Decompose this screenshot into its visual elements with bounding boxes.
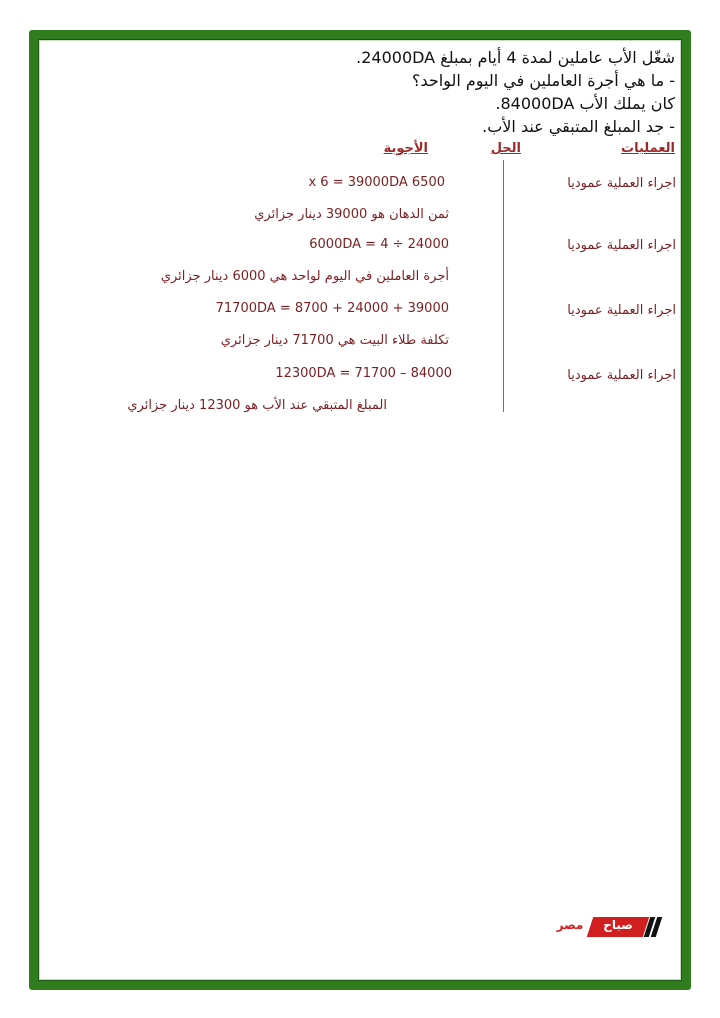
- calculation: 6500 x 6 = 39000DA: [308, 175, 445, 190]
- answer-sentence: ثمن الدهان هو 39000 دينار جزائري: [254, 207, 449, 222]
- answer-sentence: المبلغ المتبقي عند الأب هو 12300 دينار جزائري: [127, 398, 387, 413]
- answer-sentence: تكلفة طلاء البيت هي 71700 دينار جزائري: [220, 333, 449, 348]
- calculation: 39000 + 24000 + 8700 = 71700DA: [215, 301, 449, 316]
- header-operations: العمليات: [621, 141, 675, 156]
- problem-line-3: كان يملك الأب 84000DA.: [495, 94, 675, 113]
- calculation: 24000 ÷ 4 = 6000DA: [309, 237, 449, 252]
- operation-label: اجراء العملية عموديا: [567, 303, 676, 318]
- operation-label: اجراء العملية عموديا: [567, 238, 676, 253]
- logo-word: صباح: [603, 918, 633, 932]
- problem-line-2: - ما هي أجرة العاملين في اليوم الواحد؟: [411, 71, 675, 90]
- answer-sentence: أجرة العاملين في اليوم لواحد هي 6000 دينار جزائري: [160, 269, 449, 284]
- header-solution: الحل: [490, 141, 521, 156]
- column-divider: [503, 160, 504, 412]
- operation-label: اجراء العملية عموديا: [567, 368, 676, 383]
- problem-line-4: - جد المبلغ المتبقي عند الأب.: [482, 117, 675, 136]
- header-answers: الأجوبة: [383, 141, 428, 156]
- calculation: 84000 – 71700 = 12300DA: [275, 366, 452, 381]
- site-logo: [555, 917, 665, 937]
- logo-word: مصر: [556, 918, 584, 932]
- operation-label: اجراء العملية عموديا: [567, 176, 676, 191]
- problem-line-1: شغّل الأب عاملين لمدة 4 أيام بمبلغ 24000DA.: [356, 48, 675, 67]
